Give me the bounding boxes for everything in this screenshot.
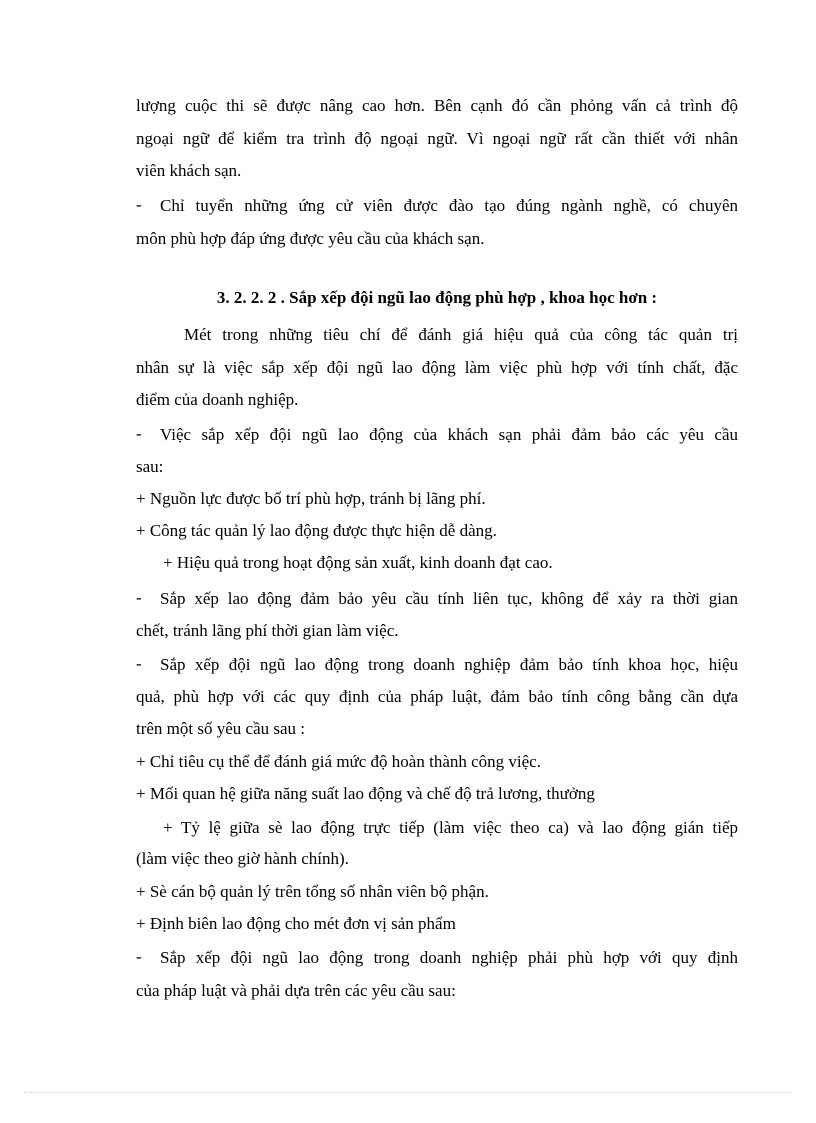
bullet-line: Sắp xếp lao động đảm bảo yêu cầu tính liên tục, không để xảy ra thời gian	[160, 589, 738, 608]
paragraph-line: môn phù hợp đáp ứng được yêu cầu của khách sạn.	[136, 229, 485, 248]
paragraph-line: viên khách sạn.	[136, 161, 242, 180]
plus-item: + Chỉ tiêu cụ thể để đánh giá mức độ hoàn thành công việc.	[136, 752, 541, 771]
paragraph-line: chết, tránh lãng phí thời gian làm việc.	[136, 621, 399, 640]
bullet-dash: -	[136, 588, 142, 607]
paragraph-line: trên một số yêu cầu sau :	[136, 719, 306, 738]
plus-item: + Định biên lao động cho mét đơn vị sản phẩm	[136, 914, 456, 933]
bullet-line: Chỉ tuyển những ứng cử viên được đào tạo đúng ngành nghề, có chuyên	[160, 196, 738, 215]
paragraph-line: lượng cuộc thi sẽ được nâng cao hơn. Bên cạnh đó cần phỏng vấn cả trình độ	[136, 96, 738, 115]
bullet-dash: -	[136, 654, 142, 673]
plus-item: + Nguồn lực được bố trí phù hợp, tránh bị lãng phí.	[136, 489, 486, 508]
page-bottom-rule	[24, 1092, 792, 1093]
paragraph-line: (làm việc theo giờ hành chính).	[136, 849, 349, 868]
bullet-dash: -	[136, 424, 142, 443]
bullet-line: Sắp xếp đội ngũ lao động trong doanh nghiệp đảm bảo tính khoa học, hiệu	[160, 655, 738, 674]
plus-item: + Mối quan hệ giữa năng suất lao động và chế độ trả lương, thưởng	[136, 784, 595, 803]
plus-item: + Hiệu quả trong hoạt động sản xuất, kinh doanh đạt cao.	[163, 553, 553, 572]
paragraph-line: Mét trong những tiêu chí để đánh giá hiệu quả của công tác quản trị	[184, 325, 738, 344]
bullet-dash: -	[136, 947, 142, 966]
bullet-line: Sắp xếp đội ngũ lao động trong doanh nghiệp phải phù hợp với quy định	[160, 948, 738, 967]
paragraph-line: nhân sự là việc sắp xếp đội ngũ lao động làm việc phù hợp với tính chất, đặc	[136, 358, 738, 377]
paragraph-line: sau:	[136, 457, 164, 476]
plus-item: + Công tác quản lý lao động được thực hiện dễ dàng.	[136, 521, 497, 540]
section-heading: 3. 2. 2. 2 . Sắp xếp đội ngũ lao động phù hợp , khoa học hơn :	[216, 288, 658, 307]
paragraph-line: của pháp luật và phải dựa trên các yêu cầu sau:	[136, 981, 456, 1000]
bullet-dash: -	[136, 195, 142, 214]
paragraph-line: quả, phù hợp với các quy định của pháp luật, đảm bảo tính công bằng cần dựa	[136, 687, 738, 706]
plus-item: + Tỷ lệ giữa sè lao động trực tiếp (làm việc theo ca) và lao động gián tiếp	[163, 818, 738, 837]
paragraph-line: ngoại ngữ để kiểm tra trình độ ngoại ngữ. Vì ngoại ngữ rất cần thiết với nhân	[136, 129, 738, 148]
plus-item: + Sè cán bộ quản lý trên tổng số nhân viên bộ phận.	[136, 882, 489, 901]
paragraph-line: điểm của doanh nghiệp.	[136, 390, 299, 409]
bullet-line: Việc sắp xếp đội ngũ lao động của khách sạn phải đảm bảo các yêu cầu	[160, 425, 738, 444]
